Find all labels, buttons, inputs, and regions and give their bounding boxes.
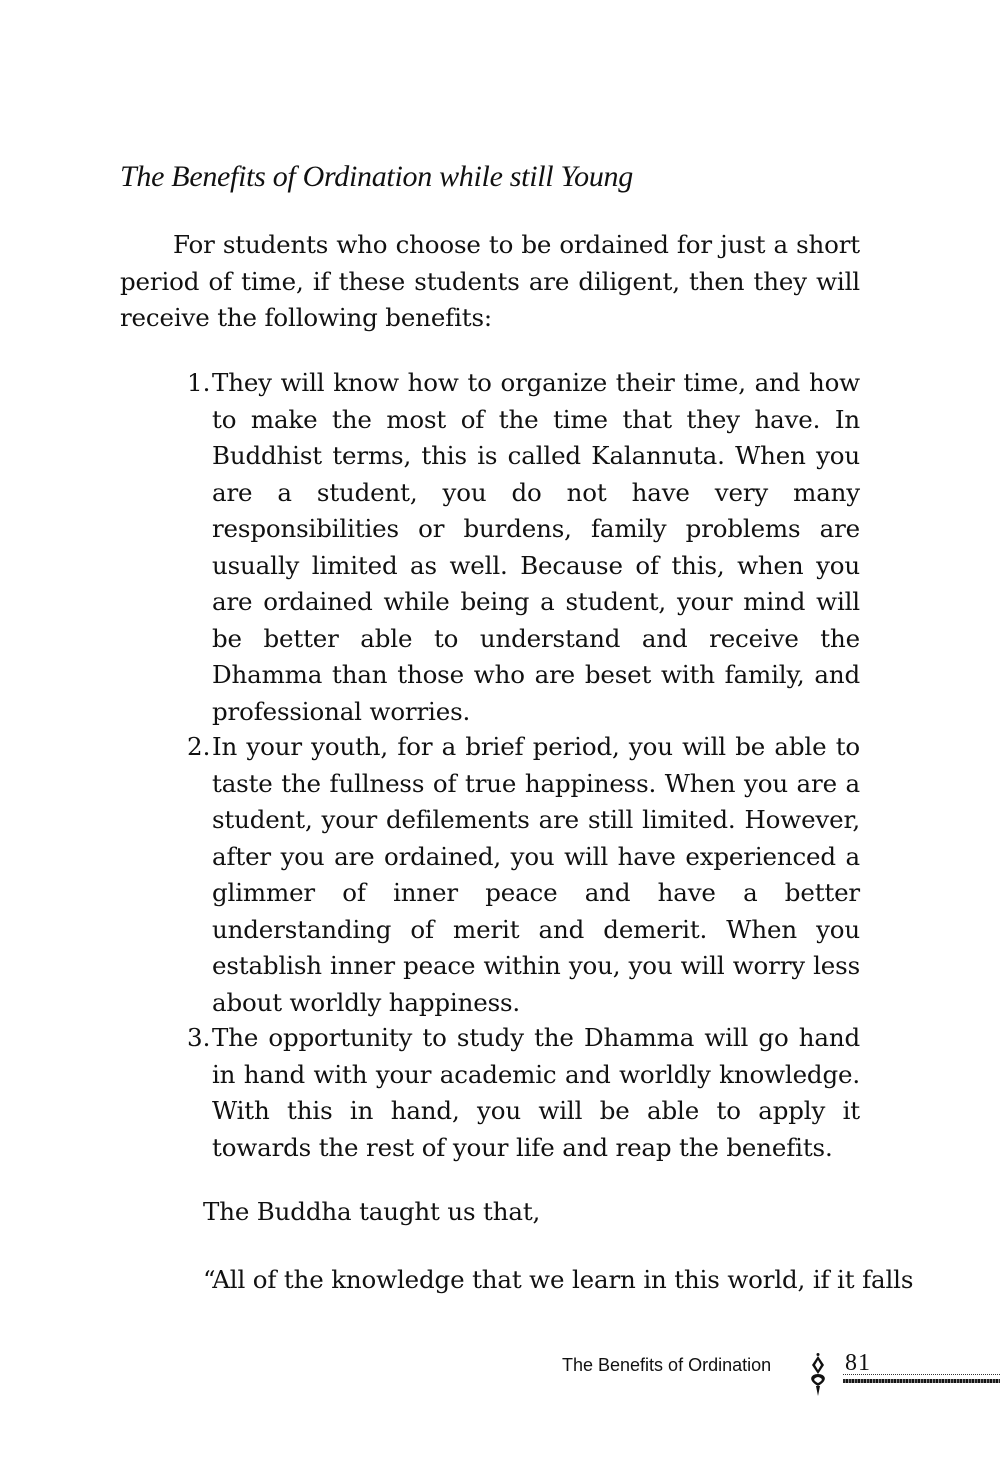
benefit-number: 1. xyxy=(187,368,211,397)
page-number: 81 xyxy=(845,1350,871,1376)
quote-start: “All of the knowledge that we learn in this world, if it falls xyxy=(203,1265,914,1294)
benefit-list-item-1 xyxy=(187,365,860,730)
page-footer xyxy=(0,1352,1000,1412)
footer-rule xyxy=(843,1374,1000,1378)
buddha-intro-line: The Buddha taught us that, xyxy=(203,1197,541,1226)
footer-band xyxy=(843,1379,1000,1383)
intro-paragraph: For students who choose to be ordained for just a short period of time, if these students are diligent, then they will receive the following benefits: xyxy=(120,230,860,332)
footer-book-title: The Benefits of Ordination xyxy=(562,1355,772,1375)
benefit-number: 3. xyxy=(187,1023,211,1052)
lotus-ornament-icon xyxy=(805,1352,831,1400)
benefit-text: They will know how to organize their time, and how to make the most of the time that they have. In Buddhist terms, this is called Kalannuta. When you are a student, you do not have very many responsibilities or burdens, family problems are usually limited as well. Because of this, when you are ordained while being a student, your mind will be better able to understand and receive the Dhamma than those who are beset with family, and professional worries. xyxy=(212,368,860,726)
benefit-text: The opportunity to study the Dhamma will go hand in hand with your academic and worldly knowledge. With this in hand, you will be able to apply it towards the rest of your life and reap the benefits. xyxy=(212,1023,860,1162)
benefit-list-item-2 xyxy=(187,729,860,1021)
benefit-text: In your youth, for a brief period, you will be able to taste the fullness of true happiness. When you are a student, your defilements are still limited. However, after you are ordained, you will have experienced a glimmer of inner peace and have a better understanding of merit and demerit. When you establish inner peace within you, you will worry less about worldly happiness. xyxy=(212,732,860,1017)
benefit-number: 2. xyxy=(187,732,211,761)
section-heading: The Benefits of Ordination while still Young xyxy=(120,160,633,193)
benefit-list-item-3 xyxy=(187,1020,860,1166)
